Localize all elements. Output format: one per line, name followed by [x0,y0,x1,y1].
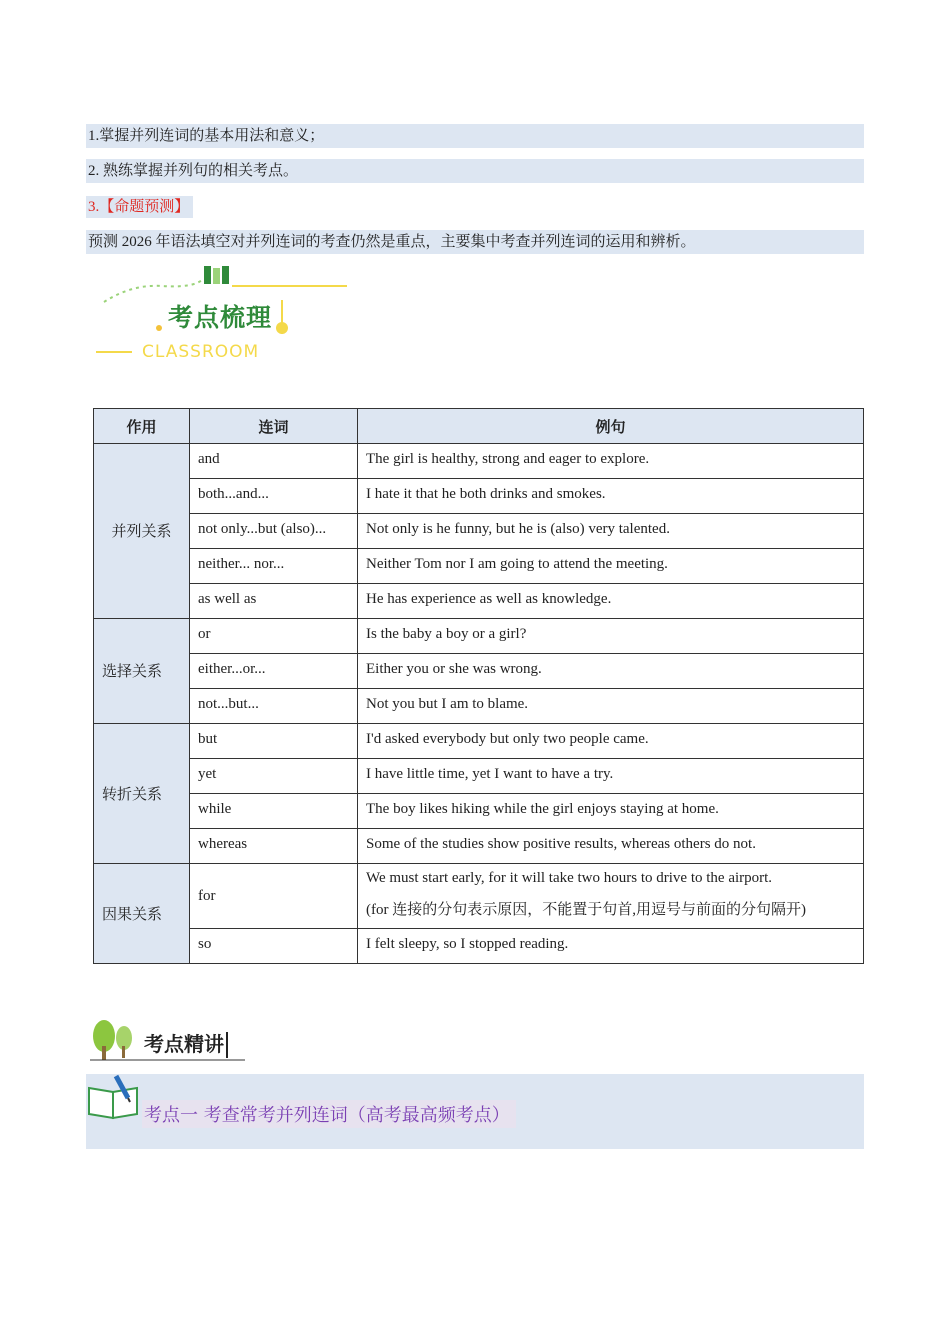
banner-subtitle: CLASSROOM [142,342,260,362]
conj-cell: yet [190,759,358,794]
conj-cell: for [190,864,358,929]
table-header-row [94,409,864,444]
table-row [94,584,864,619]
example-cell: Not you but I am to blame. [358,689,864,724]
table-row [94,479,864,514]
conj-cell: whereas [190,829,358,864]
example-note: (for 连接的分句表示原因，不能置于句首,用逗号与前面的分句隔开) [366,902,806,918]
classroom-banner [92,262,352,366]
conj-cell: so [190,929,358,964]
banner-title: 考点梳理 [168,303,273,332]
conj-cell: as well as [190,584,358,619]
conj-cell: while [190,794,358,829]
forecast-heading: 3.【命题预测】 [86,196,193,218]
conj-cell: or [190,619,358,654]
example-text: We must start early, for it will take two hours to drive to the airport. [366,870,773,886]
example-cell: He has experience as well as knowledge. [358,584,864,619]
table-row [94,654,864,689]
section-header [90,1018,250,1064]
conj-cell: either...or... [190,654,358,689]
conj-cell: not only...but (also)... [190,514,358,549]
conj-cell: not...but... [190,689,358,724]
table-row [94,444,864,479]
example-cell: I'd asked everybody but only two people came. [358,724,864,759]
conjunction-table [93,408,864,964]
table-row [94,864,864,929]
table-row [94,829,864,864]
table-row [94,514,864,549]
objective-1: 1.掌握并列连词的基本用法和意义； [86,124,864,148]
keypoint-title: 考点一 考查常考并列连词（高考最高频考点） [142,1100,516,1128]
header-function: 作用 [94,409,190,444]
conj-cell: both...and... [190,479,358,514]
example-cell: I have little time, yet I want to have a try. [358,759,864,794]
example-cell: Neither Tom nor I am going to attend the meeting. [358,549,864,584]
section-label: 考点精讲 [144,1032,224,1056]
table-row [94,619,864,654]
example-cell: The girl is healthy, strong and eager to explore. [358,444,864,479]
objective-2: 2. 熟练掌握并列句的相关考点。 [86,159,864,183]
header-conjunction: 连词 [190,409,358,444]
example-cell: Not only is he funny, but he is (also) very talented. [358,514,864,549]
category-cell: 因果关系 [94,864,190,964]
category-cell: 并列关系 [94,444,190,619]
example-cell: I hate it that he both drinks and smokes. [358,479,864,514]
example-cell: The boy likes hiking while the girl enjoys staying at home. [358,794,864,829]
example-cell: Some of the studies show positive results, whereas others do not. [358,829,864,864]
table-row [94,689,864,724]
example-cell: I felt sleepy, so I stopped reading. [358,929,864,964]
forecast-text: 预测 2026 年语法填空对并列连词的考查仍然是重点，主要集中考查并列连词的运用和辨析。 [86,230,864,254]
conj-cell: but [190,724,358,759]
table-row [94,929,864,964]
header-example: 例句 [358,409,864,444]
conj-cell: and [190,444,358,479]
table-row [94,759,864,794]
example-cell [358,864,864,929]
conj-cell: neither... nor... [190,549,358,584]
table-row [94,794,864,829]
category-cell: 选择关系 [94,619,190,724]
category-cell: 转折关系 [94,724,190,864]
example-cell: Is the baby a boy or a girl? [358,619,864,654]
table-row [94,724,864,759]
book-pencil-icon [86,1074,146,1124]
example-cell: Either you or she was wrong. [358,654,864,689]
table-row [94,549,864,584]
